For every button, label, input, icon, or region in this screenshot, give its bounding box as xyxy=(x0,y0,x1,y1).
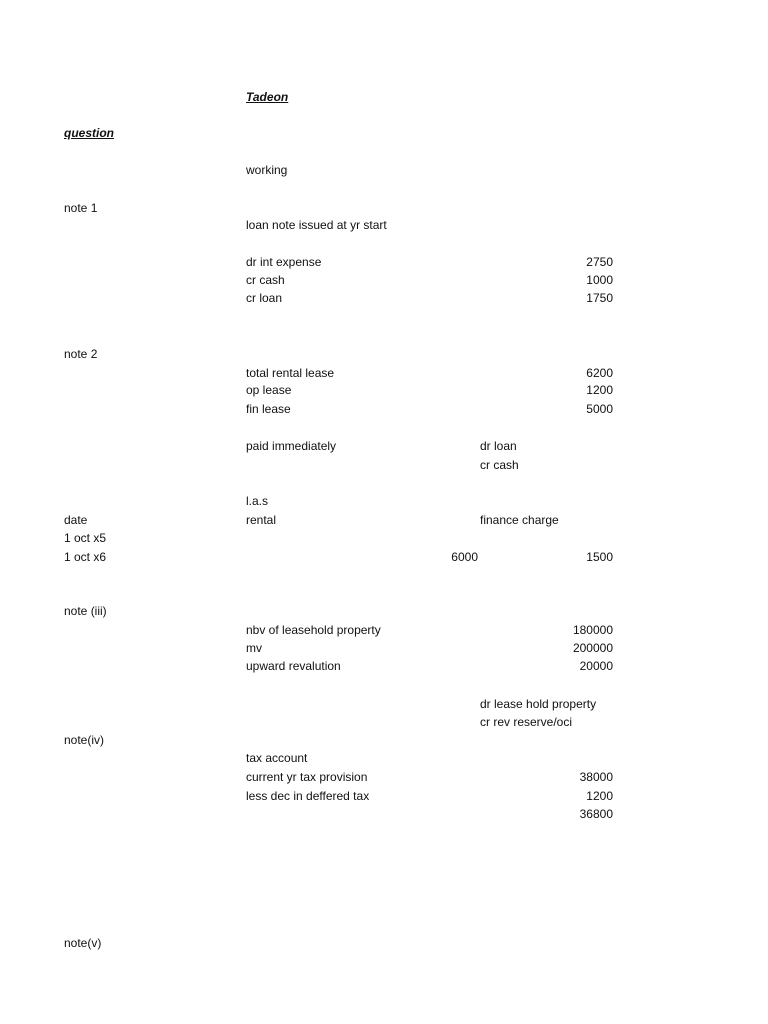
note-1-row-value: 1750 xyxy=(586,291,613,305)
note-1-row-label: dr int expense xyxy=(246,255,322,269)
las-heading: l.a.s xyxy=(246,494,269,508)
question-heading: question xyxy=(64,126,114,140)
note-3-row-label: mv xyxy=(246,641,262,655)
note-4-label: note(iv) xyxy=(64,733,105,747)
journal-debit: dr lease hold property xyxy=(480,697,597,711)
note-3-row-value: 20000 xyxy=(579,659,613,673)
note-2-row-label: fin lease xyxy=(246,402,291,416)
journal-debit: dr loan xyxy=(480,439,517,453)
note-5-label: note(v) xyxy=(64,936,102,950)
note-1-heading: loan note issued at yr start xyxy=(246,218,387,232)
note-1-label: note 1 xyxy=(64,201,98,215)
note-2-row-label: op lease xyxy=(246,383,292,397)
note-4-total: 36800 xyxy=(579,807,613,821)
schedule-finance-value: 1500 xyxy=(586,550,613,564)
column-header-rental: rental xyxy=(246,513,277,527)
note-3-row-value: 200000 xyxy=(572,641,613,655)
column-header-date: date xyxy=(64,513,88,527)
schedule-rental-value: 6000 xyxy=(451,550,478,564)
note-3-row-value: 180000 xyxy=(572,623,613,637)
note-2-row-value: 5000 xyxy=(586,402,613,416)
paid-immediately-label: paid immediately xyxy=(246,439,337,453)
schedule-date: 1 oct x6 xyxy=(64,550,107,564)
note-4-row-value: 38000 xyxy=(579,770,613,784)
note-4-row-label: less dec in deffered tax xyxy=(246,789,370,803)
note-2-row-label: total rental lease xyxy=(246,366,335,380)
working-heading: working xyxy=(246,163,288,177)
note-4-row-label: current yr tax provision xyxy=(246,770,368,784)
note-3-row-label: nbv of leasehold property xyxy=(246,623,381,637)
note-2-label: note 2 xyxy=(64,347,98,361)
column-header-finance-charge: finance charge xyxy=(480,513,559,527)
note-2-row-value: 1200 xyxy=(586,383,613,397)
schedule-date: 1 oct x5 xyxy=(64,531,107,545)
journal-credit: cr cash xyxy=(480,458,519,472)
note-2-row-value: 6200 xyxy=(586,366,613,380)
note-1-row-value: 2750 xyxy=(586,255,613,269)
note-1-row-value: 1000 xyxy=(586,273,613,287)
note-4-heading: tax account xyxy=(246,751,308,765)
note-4-row-value: 1200 xyxy=(586,789,613,803)
journal-credit: cr rev reserve/oci xyxy=(480,715,573,729)
note-3-label: note (iii) xyxy=(64,604,107,618)
document-title: Tadeon xyxy=(246,90,289,104)
note-3-row-label: upward revalution xyxy=(246,659,341,673)
note-1-row-label: cr cash xyxy=(246,273,285,287)
note-1-row-label: cr loan xyxy=(246,291,283,305)
